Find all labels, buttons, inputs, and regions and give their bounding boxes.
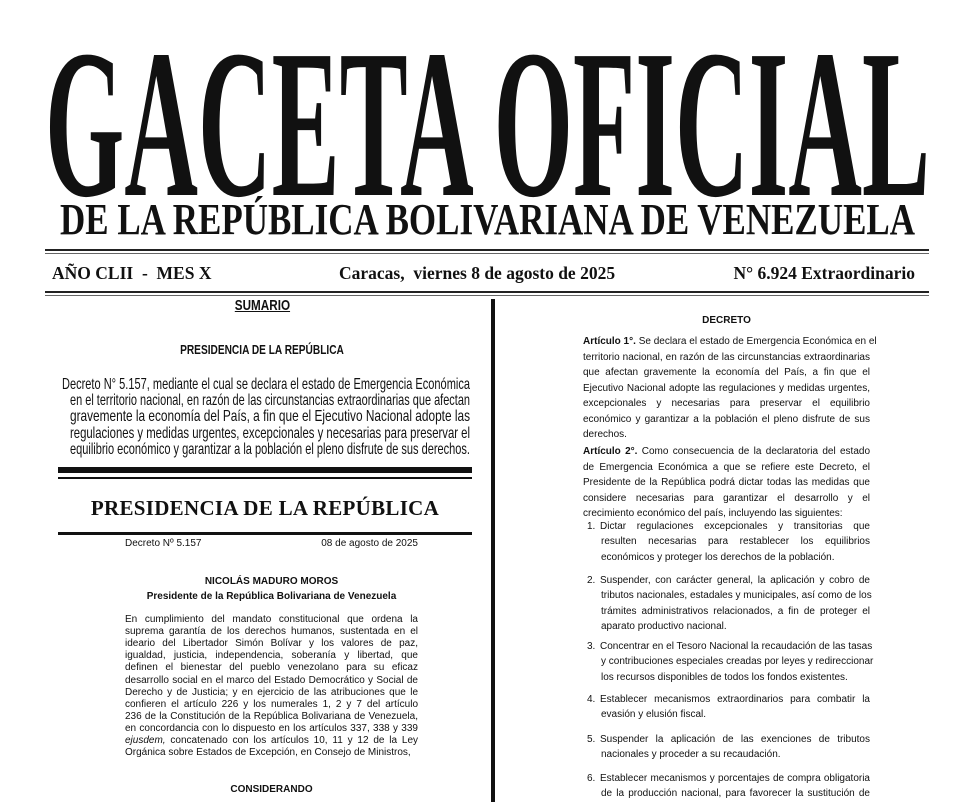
list-number: 5. bbox=[587, 734, 596, 745]
preamble-line: confieren el artículo 226 y los numerales 1, 2 y 7 del artículo bbox=[125, 698, 418, 710]
sumario-line: en el territorio nacional, en razón de las circunstancias extraordinarias que afectan bbox=[70, 392, 470, 409]
article1-line bbox=[583, 336, 877, 348]
preamble-line-text: concatenado con los artículos 10, 11 y 12 de la Ley bbox=[170, 735, 419, 746]
issue-year-month: AÑO CLII - MES X bbox=[52, 263, 212, 283]
preamble-line: suprema garantía de los derechos humanos, sustentada en el bbox=[125, 626, 418, 638]
list-number: 1. bbox=[587, 521, 596, 532]
list-number: 3. bbox=[587, 641, 596, 652]
sumario-entry[interactable] bbox=[0, 370, 490, 465]
masthead bbox=[0, 0, 969, 245]
article2-line: considere necesarias para garantizar el desarrollo y el bbox=[583, 492, 870, 504]
issue-number: N° 6.924 Extraordinario bbox=[733, 263, 915, 283]
considerando-heading: CONSIDERANDO bbox=[230, 784, 313, 795]
column-divider bbox=[491, 299, 495, 802]
sumario-section-wrap bbox=[112, 342, 412, 357]
rule bbox=[58, 532, 472, 535]
article1-line: económico y garantizar a la población el pleno disfrute de sus bbox=[583, 413, 870, 425]
list-item-line: y contribuciones especiales creadas por leyes y redireccionar bbox=[601, 656, 874, 668]
ejusdem-term: ejusdem, bbox=[125, 735, 166, 746]
list-item-line: nacionales y proceder a su recaudación. bbox=[601, 749, 781, 761]
decree-date: 08 de agosto de 2025 bbox=[321, 538, 418, 549]
sumario-heading-wrap bbox=[162, 297, 362, 314]
rule bbox=[45, 295, 929, 296]
article2-line bbox=[583, 446, 870, 458]
list-item-line: aparato productivo nacional. bbox=[601, 620, 727, 632]
list-item-line: resulten necesarias para restablecer los equilibrios bbox=[601, 536, 870, 548]
article1-lead: Artículo 1°. bbox=[583, 336, 636, 347]
sumario-line: regulaciones y medidas urgentes, excepcionales y necesarias para preservar el bbox=[70, 425, 470, 442]
preamble-line: en concordancia con lo dispuesto en los artículos 337, 338 y 339 bbox=[125, 722, 418, 734]
rule bbox=[58, 467, 472, 473]
article2-lead: Artículo 2°. bbox=[583, 446, 638, 457]
preamble-line: igualdad, justicia, independencia, soberanía y libertad, que bbox=[125, 650, 418, 662]
list-item-line: Establecer mecanismos y porcentajes de compra obligatoria bbox=[600, 773, 870, 784]
preamble-line bbox=[125, 735, 418, 747]
list-number: 4. bbox=[587, 694, 596, 705]
preamble-line: desarrollo social en el marco del Estado Democrático y Social de bbox=[125, 674, 418, 686]
article2-line: de Emergencia Económica a que se refiere este Decreto, el bbox=[583, 461, 870, 473]
issue-place-date: Caracas, viernes 8 de agosto de 2025 bbox=[339, 263, 616, 283]
list-item-line: tributos nacionales, estadales y municipales, así como de los bbox=[601, 590, 872, 602]
decreto-heading: DECRETO bbox=[702, 315, 751, 326]
article2-line: Presidente de la República podrá dictar todas las medidas que bbox=[583, 477, 870, 488]
list-item-line: de la producción nacional, para favorecer la sustitución de bbox=[601, 788, 870, 800]
sumario-line: Decreto N° 5.157, mediante el cual se declara el estado de Emergencia Económica bbox=[62, 376, 471, 393]
list-item-line: trámites administrativos relacionados, a fin de proteger el bbox=[601, 605, 870, 617]
sumario-heading: SUMARIO bbox=[234, 297, 290, 314]
signer-name: NICOLÁS MADURO MOROS bbox=[204, 576, 339, 587]
signer-title: Presidente de la República Bolivariana de Venezuela bbox=[146, 591, 397, 602]
list-item-line: evasión y elusión fiscal. bbox=[601, 709, 707, 721]
list-number: 6. bbox=[587, 773, 596, 784]
preamble-line: Orgánica sobre Estados de Excepción, en Consejo de Ministros, bbox=[125, 747, 411, 759]
decree-number: Decreto Nº 5.157 bbox=[125, 538, 202, 549]
preamble-line: Derecho y de Justicia; y en ejercicio de las atribuciones que le bbox=[125, 686, 418, 698]
article1-line: que afectan gravemente la economía del País, a fin que el bbox=[583, 367, 870, 378]
article1-line: derechos. bbox=[583, 429, 627, 440]
rule bbox=[45, 291, 929, 293]
list-item-line: Concentrar en el Tesoro Nacional la recaudación de las tasas bbox=[600, 641, 873, 652]
article1-line: territorio nacional, en razón de las circunstancias extraordinarias bbox=[583, 351, 870, 363]
article2-text: Como consecuencia de la declaratoria del estado bbox=[641, 446, 870, 457]
article1-text: Se declara el estado de Emergencia Económica en el bbox=[638, 336, 877, 347]
section-title: PRESIDENCIA DE LA REPÚBLICA bbox=[90, 496, 440, 520]
list-item-line: Suspender, con carácter general, la aplicación y cobro de bbox=[600, 575, 870, 586]
sumario-section: PRESIDENCIA DE LA REPÚBLICA bbox=[180, 342, 344, 357]
list-number: 2. bbox=[587, 575, 596, 586]
rule bbox=[45, 249, 929, 251]
preamble-line: En cumplimiento del mandato constitucional que ordena la bbox=[125, 614, 418, 625]
sumario-line: equilibrio económico y garantizar a la población el pleno disfrute de sus derechos. bbox=[70, 441, 470, 458]
preamble-line: 236 de la Constitución de la República Bolivariana de Venezuela, bbox=[125, 710, 418, 722]
list-item-line: los recursos disponibles de todos los fondos existentes. bbox=[601, 671, 848, 683]
masthead-subtitle: DE LA REPÚBLICA BOLIVARIANA DE VENEZUELA bbox=[60, 195, 916, 244]
rule bbox=[45, 253, 929, 254]
masthead-title: GACETA OFICIAL bbox=[45, 6, 930, 241]
preamble-line: ideario del Libertador Simón Bolívar y los valores de paz, bbox=[125, 638, 418, 650]
article2-line: crecimiento económico del país, incluyendo las siguientes: bbox=[583, 508, 843, 519]
list-item-line: Establecer mecanismos extraordinarios para combatir la bbox=[600, 694, 870, 705]
article1-line: excepcionales y necesarias para preservar el equilibrio bbox=[583, 398, 870, 409]
article1-line: Ejecutivo Nacional adopte las regulaciones y medidas urgentes, bbox=[583, 382, 870, 394]
list-item-line: económicos y proteger los derechos de la población. bbox=[601, 551, 835, 563]
list-item-line: Dictar regulaciones excepcionales y transitorias que bbox=[600, 521, 870, 532]
rule bbox=[58, 477, 472, 479]
preamble-line: definen el bienestar del pueblo venezolano para su eficaz bbox=[125, 662, 418, 674]
list-item-line: Suspender la aplicación de las exenciones de tributos bbox=[600, 734, 870, 745]
sumario-line: gravemente la economía del País, a fin que el Ejecutivo Nacional adopte las bbox=[70, 408, 470, 425]
